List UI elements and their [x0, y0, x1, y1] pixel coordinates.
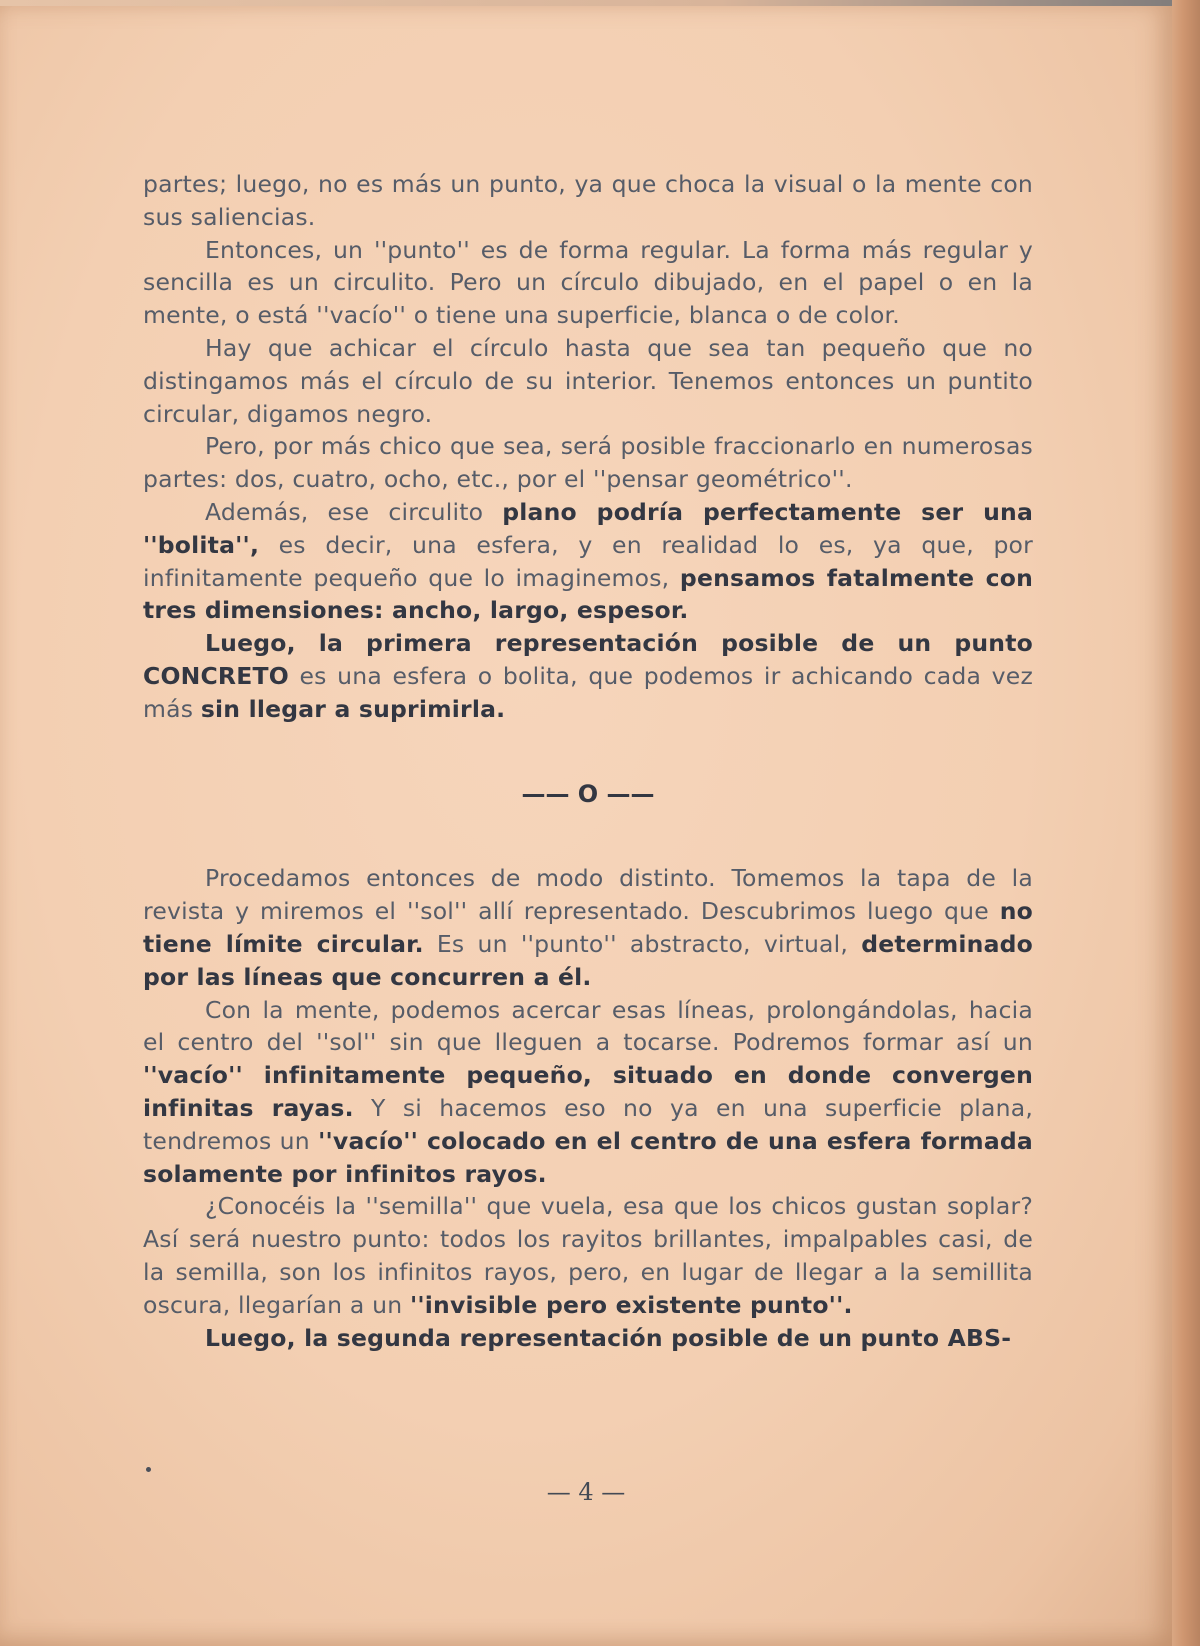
- paragraph: [143, 627, 1033, 725]
- paragraph: [143, 168, 1033, 234]
- bold-text: ''vacío'' infinitamente pequeño, situado en donde convergen infinitas rayas.: [143, 1061, 1033, 1122]
- page-right-edge: [1172, 0, 1200, 1646]
- text-run: es una esfera o bolita, que podemos ir achicando cada vez más: [143, 661, 1033, 723]
- body-text: [143, 168, 1033, 1354]
- text-run: Además, ese circulito: [205, 497, 503, 526]
- section-separator: —— O ——: [521, 779, 655, 808]
- paragraph: [143, 1322, 1033, 1355]
- text-run: Y si hacemos eso no ya en una superficie plana, tendremos un: [143, 1093, 1033, 1155]
- bold-text: sin llegar a suprimirla.: [200, 694, 506, 723]
- paragraph: [143, 430, 1033, 496]
- text-run: ¿Conocéis la ''semilla'' que vuela, esa que los chicos gustan soplar? Así será nuestro punto: todos los rayitos brillantes, impalpables casi, de la semilla, son los infinitos rayos, pero, en lugar de llegar a la semillita oscura, llegarían a un: [143, 1192, 1033, 1319]
- bold-text: plano podría perfectamente ser una ''bolita'',: [143, 497, 1033, 559]
- paragraph: [143, 1190, 1033, 1321]
- text-run: Con la mente, podemos acercar esas líneas, prolongándolas, hacia el centro del ''sol'' sin que lleguen a tocarse. Podremos formar así un: [143, 995, 1033, 1057]
- text-run: Es un ''punto'' abstracto, virtual,: [423, 929, 862, 958]
- ink-dot: [146, 1467, 151, 1472]
- bold-text: Luego, la segunda representación posible de un punto ABS-: [205, 1323, 1012, 1352]
- bold-text: pensamos fatalmente con tres dimensiones: ancho, largo, espesor.: [143, 563, 1033, 625]
- bold-text: ''invisible pero existente punto''.: [409, 1290, 853, 1319]
- page-number: — 4 —: [546, 1478, 626, 1506]
- paragraph: [143, 862, 1033, 993]
- bold-text: determinado por las líneas que concurren a él.: [143, 929, 1034, 991]
- paragraph: [143, 332, 1033, 430]
- bold-text: no tiene límite circular.: [143, 897, 1033, 958]
- paragraph: [143, 234, 1033, 332]
- text-run: es decir, una esfera, y en realidad lo es, ya que, por infinitamente pequeño que lo imaginemos,: [143, 530, 1033, 592]
- bold-text: Luego, la primera representación posible de un punto CONCRETO: [143, 629, 1033, 690]
- text-run: Hay que achicar el círculo hasta que sea tan pequeño que no distingamos más el círculo de su interior. Tenemos entonces un puntito circular, digamos negro.: [143, 333, 1033, 428]
- text-run: Pero, por más chico que sea, será posible fraccionarlo en numerosas partes: dos, cuatro, ocho, etc., por el ''pensar geométrico''.: [143, 432, 1033, 494]
- text-run: Entonces, un ''punto'' es de forma regular. La forma más regular y sencilla es un circulito. Pero un círculo dibujado, en el papel o en la mente, o está ''vacío'' o tiene una superficie, blanca o de color.: [143, 235, 1033, 330]
- bold-text: ''vacío'' colocado en el centro de una esfera formada solamente por infinitos rayos.: [143, 1126, 1033, 1188]
- text-run: Procedamos entonces de modo distinto. Tomemos la tapa de la revista y miremos el ''sol'' allí representado. Descubrimos luego que: [143, 864, 1033, 926]
- text-run: partes; luego, no es más un punto, ya que choca la visual o la mente con sus saliencias.: [143, 170, 1033, 231]
- paragraph: [143, 496, 1033, 627]
- paragraph: [143, 994, 1033, 1191]
